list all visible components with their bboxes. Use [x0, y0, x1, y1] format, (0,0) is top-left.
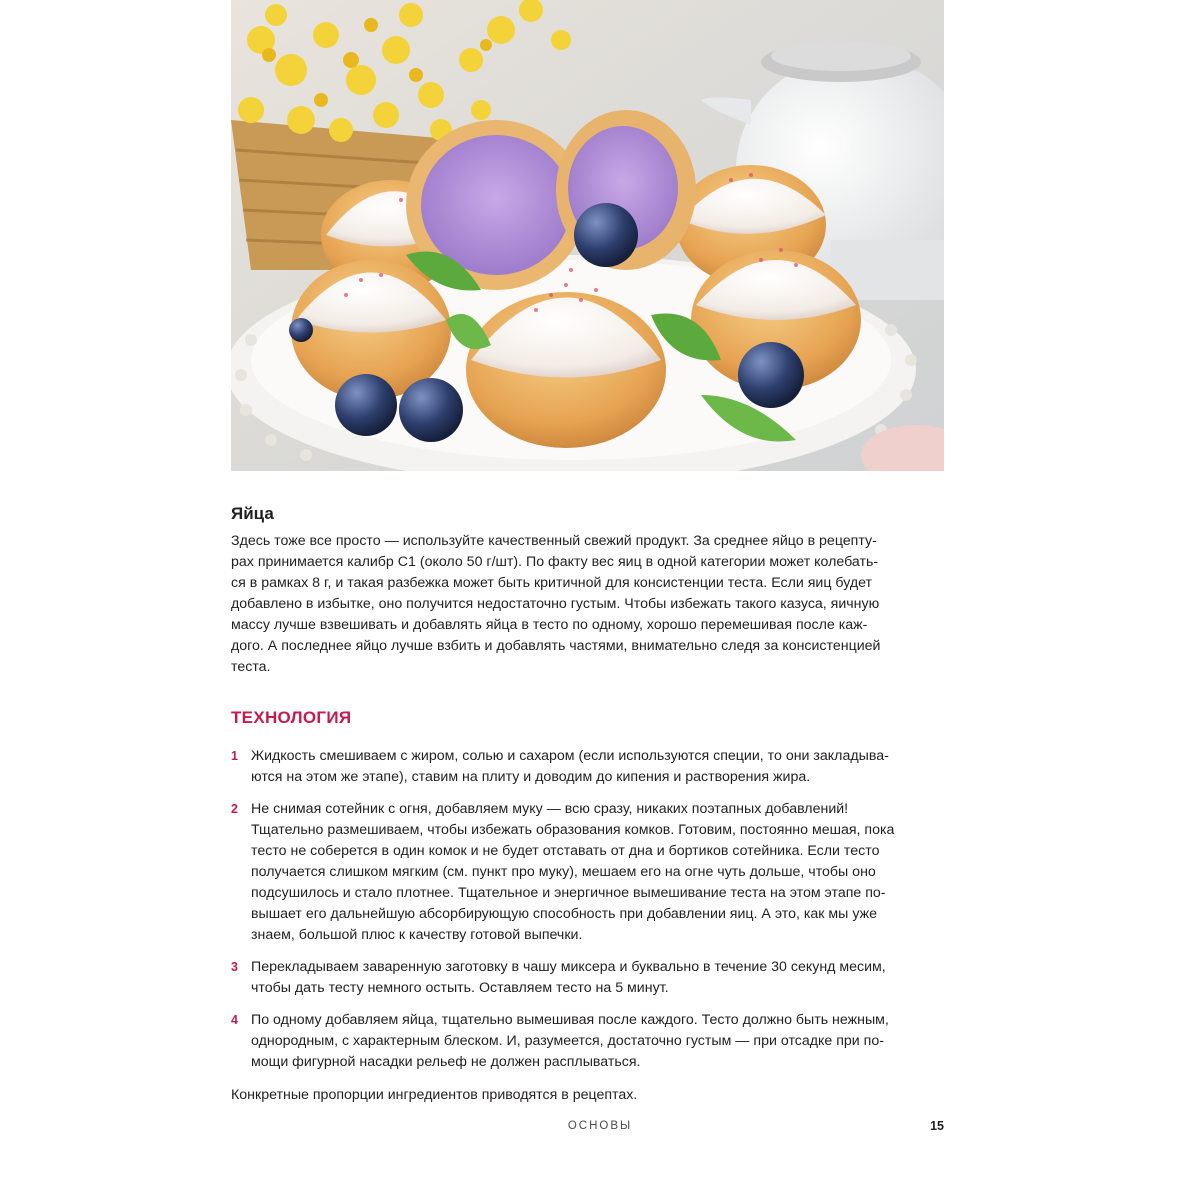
- step-text: [251, 799, 944, 946]
- text-line: ются на этом же этапе), ставим на плиту и доводим до кипения и растворения жира.: [251, 769, 811, 785]
- text-line: чтобы дать тесту немного остыть. Оставляем тесто на 5 минут.: [251, 980, 669, 996]
- step-text: [251, 957, 944, 999]
- text-line: добавлено в избытке, оно получится недостаточно густым. Чтобы избежать такого казуса, яичную: [231, 596, 880, 612]
- text-line: тесто не соберется в один комок и не будет отставать от дна и бортиков сотейника. Если тесто: [251, 843, 880, 859]
- text-line: получается слишком мягким (см. пункт про муку), мешаем его на огне чуть дольше, чтобы оно: [251, 864, 876, 880]
- step-number: 3: [231, 960, 238, 974]
- step-text: [251, 746, 944, 788]
- text-column: [231, 503, 944, 1106]
- text-line: Не снимая сотейник с огня, добавляем муку — всю сразу, никаких поэтапных добавлений!: [251, 801, 849, 817]
- text-line: Жидкость смешиваем с жиром, солью и сахаром (если используются специи, то они закладыва-: [251, 748, 889, 764]
- step-item-3: [231, 957, 944, 999]
- text-line: мощи фигурной насадки рельеф не должен расплываться.: [251, 1054, 641, 1070]
- footer-section-label: ОСНОВЫ: [567, 1120, 633, 1132]
- page-number: 15: [930, 1119, 944, 1133]
- step-number: 4: [231, 1013, 238, 1027]
- text-line: теста.: [231, 659, 271, 675]
- text-line: Перекладываем заваренную заготовку в чашу миксера и буквально в течение 30 секунд месим,: [251, 959, 886, 975]
- step-text: [251, 1010, 944, 1073]
- technology-heading: ТЕХНОЛОГИЯ: [231, 708, 352, 727]
- section-heading-eggs: Яйца: [231, 504, 274, 523]
- text-line: Тщательно размешиваем, чтобы избежать образования комков. Готовим, постоянно мешая, пока: [251, 822, 895, 838]
- text-line: подсушилось и стало плотнее. Тщательное и энергичное вымешивание теста на этом этапе по-: [251, 885, 886, 901]
- step-item-4: [231, 1010, 944, 1073]
- step-number: 1: [231, 749, 238, 763]
- text-line: знаем, большой плюс к качеству готовой выпечки.: [251, 927, 583, 943]
- text-line: вышает его дальнейшую абсорбирующую способность при добавлении яиц. А это, как мы уже: [251, 906, 877, 922]
- food-photo: [231, 0, 944, 471]
- step-number: 2: [231, 802, 238, 816]
- text-line: ся в рамках 8 г, и такая разбежка может быть критичной для консистенции теста. Если яиц будет: [231, 575, 873, 591]
- step-item-2: [231, 799, 944, 946]
- text-line: рах принимается калибр С1 (около 50 г/шт). По факту вес яиц в одной категории может колебать-: [231, 554, 879, 570]
- text-line: массу лучше взвешивать и добавлять яйца в тесто по одному, хорошо перемешивая после каж-: [231, 617, 868, 633]
- text-line: дого. А последнее яйцо лучше взбить и добавлять частями, внимательно следя за консистенцией: [231, 638, 881, 654]
- closing-text: Конкретные пропорции ингредиентов приводятся в рецептах.: [231, 1087, 638, 1103]
- text-line: По одному добавляем яйца, тщательно вымешивая после каждого. Тесто должно быть нежным,: [251, 1012, 889, 1028]
- eggs-paragraph: [231, 531, 944, 678]
- text-line: однородным, с характерным блеском. И, разумеется, достаточно густым — при отсадке при по-: [251, 1033, 884, 1049]
- text-line: Здесь тоже все просто — используйте качественный свежий продукт. За среднее яйцо в рецепту-: [231, 533, 877, 549]
- step-item-1: [231, 746, 944, 788]
